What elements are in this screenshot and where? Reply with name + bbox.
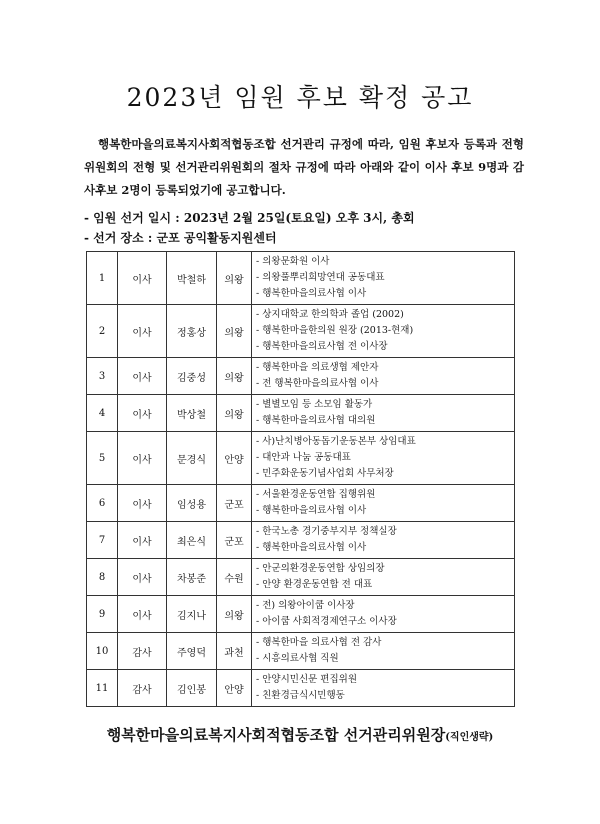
career-line: - 친환경급식시민행동 <box>256 690 345 701</box>
candidate-row <box>87 252 515 305</box>
candidate-career <box>252 252 515 305</box>
candidate-region: 의왕 <box>217 252 252 305</box>
candidate-region: 군포 <box>217 485 252 522</box>
candidate-number: 1 <box>87 252 118 305</box>
election-date: - 임원 선거 일시 : 2023년 2월 25일(토요일) 오후 3시, 총회 <box>84 211 415 225</box>
candidate-role: 감사 <box>118 633 167 670</box>
candidate-name: 임성용 <box>167 485 217 522</box>
intro-paragraph: 행복한마을의료복지사회적협동조합 선거관리 규정에 따라, 임원 후보자 등록과 전형위원회의 전형 및 선거관리위원회의 절차 규정에 따라 아래와 같이 이사 후보 9명과 감사후보 2명이 등록되었기에 공고합니다. <box>84 137 524 197</box>
career-line: - 사)난치병아동돕기운동본부 상임대표 <box>256 436 416 447</box>
candidate-number: 9 <box>87 596 118 633</box>
candidate-career <box>252 395 515 432</box>
career-line: - 행복한마을 의료사협 전 감사 <box>256 637 382 648</box>
career-line: - 안군의환경운동연합 상임의장 <box>256 563 385 574</box>
candidate-region: 과천 <box>217 633 252 670</box>
candidate-role: 이사 <box>118 485 167 522</box>
candidate-career <box>252 485 515 522</box>
career-line: - 민주화운동기념사업회 사무처장 <box>256 468 394 479</box>
candidate-number: 8 <box>87 559 118 596</box>
candidate-career <box>252 358 515 395</box>
career-line: - 안양 환경운동연합 전 대표 <box>256 579 373 590</box>
candidate-row <box>87 358 515 395</box>
candidate-career <box>252 305 515 358</box>
footer-signature <box>0 724 600 745</box>
candidate-role: 이사 <box>118 522 167 559</box>
career-line: - 의왕문화원 이사 <box>256 256 330 267</box>
candidate-row <box>87 485 515 522</box>
candidate-row <box>87 522 515 559</box>
candidate-name: 김지나 <box>167 596 217 633</box>
election-place: - 선거 장소 : 군포 공익활동지원센터 <box>84 231 277 245</box>
candidate-region: 의왕 <box>217 596 252 633</box>
candidate-row <box>87 305 515 358</box>
candidate-role: 이사 <box>118 596 167 633</box>
career-line: - 전) 의왕아이쿱 이사장 <box>256 600 355 611</box>
career-line: - 의왕풀뿌리희망연대 공동대표 <box>256 272 385 283</box>
career-line: - 행복한마을의료사협 대의원 <box>256 415 376 426</box>
career-line: - 전 행복한마을의료사협 이사 <box>256 378 379 389</box>
candidate-name: 문경식 <box>167 432 217 485</box>
candidate-row <box>87 395 515 432</box>
candidate-role: 이사 <box>118 358 167 395</box>
committee-chair: 행복한마을의료복지사회적협동조합 선거관리위원장 <box>106 726 446 744</box>
candidate-row <box>87 670 515 707</box>
candidate-region: 의왕 <box>217 358 252 395</box>
candidate-role: 이사 <box>118 395 167 432</box>
candidate-table <box>86 251 515 707</box>
candidate-name: 김중성 <box>167 358 217 395</box>
candidate-career <box>252 432 515 485</box>
candidate-role: 이사 <box>118 252 167 305</box>
candidate-number: 2 <box>87 305 118 358</box>
candidate-region: 안양 <box>217 432 252 485</box>
career-line: - 안양시민신문 편집위원 <box>256 674 358 685</box>
candidate-role: 이사 <box>118 432 167 485</box>
career-line: - 아이쿱 사회적경제연구소 이사장 <box>256 616 397 627</box>
seal-omitted-note: (직인생략) <box>445 732 494 743</box>
candidate-region: 의왕 <box>217 395 252 432</box>
candidate-career <box>252 633 515 670</box>
career-line: - 대안과 나눔 공동대표 <box>256 452 351 463</box>
career-line: - 서울환경운동연합 집행위원 <box>256 489 376 500</box>
career-line: - 행복한마을 의료생협 제안자 <box>256 362 379 373</box>
candidate-number: 10 <box>87 633 118 670</box>
candidate-number: 5 <box>87 432 118 485</box>
career-line: - 행복한마을의료사협 이사 <box>256 505 367 516</box>
candidate-number: 4 <box>87 395 118 432</box>
career-line: - 시흥의료사협 직원 <box>256 653 339 664</box>
candidate-number: 11 <box>87 670 118 707</box>
candidate-region: 수원 <box>217 559 252 596</box>
candidate-row <box>87 432 515 485</box>
candidate-career <box>252 559 515 596</box>
candidate-role: 감사 <box>118 670 167 707</box>
career-line: - 행복한마을한의원 원장 (2013-현재) <box>256 325 414 336</box>
candidate-region: 안양 <box>217 670 252 707</box>
candidate-region: 의왕 <box>217 305 252 358</box>
candidate-row <box>87 633 515 670</box>
candidate-name: 김인봉 <box>167 670 217 707</box>
career-line: - 상지대학교 한의학과 졸업 (2002) <box>256 309 404 320</box>
candidate-role: 이사 <box>118 559 167 596</box>
career-line: - 별별모임 등 소모임 활동가 <box>256 399 373 410</box>
candidate-career <box>252 522 515 559</box>
career-line: - 행복한마을의료사협 이사 <box>256 288 367 299</box>
candidate-career <box>252 670 515 707</box>
candidate-name: 주영덕 <box>167 633 217 670</box>
candidate-number: 6 <box>87 485 118 522</box>
candidate-number: 3 <box>87 358 118 395</box>
career-line: - 한국노총 경기중부지부 정책실장 <box>256 526 397 537</box>
candidate-row <box>87 596 515 633</box>
notice-title: 2023년 임원 후보 확정 공고 <box>126 83 474 112</box>
career-line: - 행복한마을의료사협 전 이사장 <box>256 341 388 352</box>
candidate-row <box>87 559 515 596</box>
candidate-name: 차봉준 <box>167 559 217 596</box>
candidate-region: 군포 <box>217 522 252 559</box>
candidate-career <box>252 596 515 633</box>
candidate-number: 7 <box>87 522 118 559</box>
candidate-name: 정홍상 <box>167 305 217 358</box>
candidate-role: 이사 <box>118 305 167 358</box>
candidate-name: 최은식 <box>167 522 217 559</box>
candidate-name: 박상철 <box>167 395 217 432</box>
career-line: - 행복한마을의료사협 이사 <box>256 542 367 553</box>
candidate-name: 박철하 <box>167 252 217 305</box>
